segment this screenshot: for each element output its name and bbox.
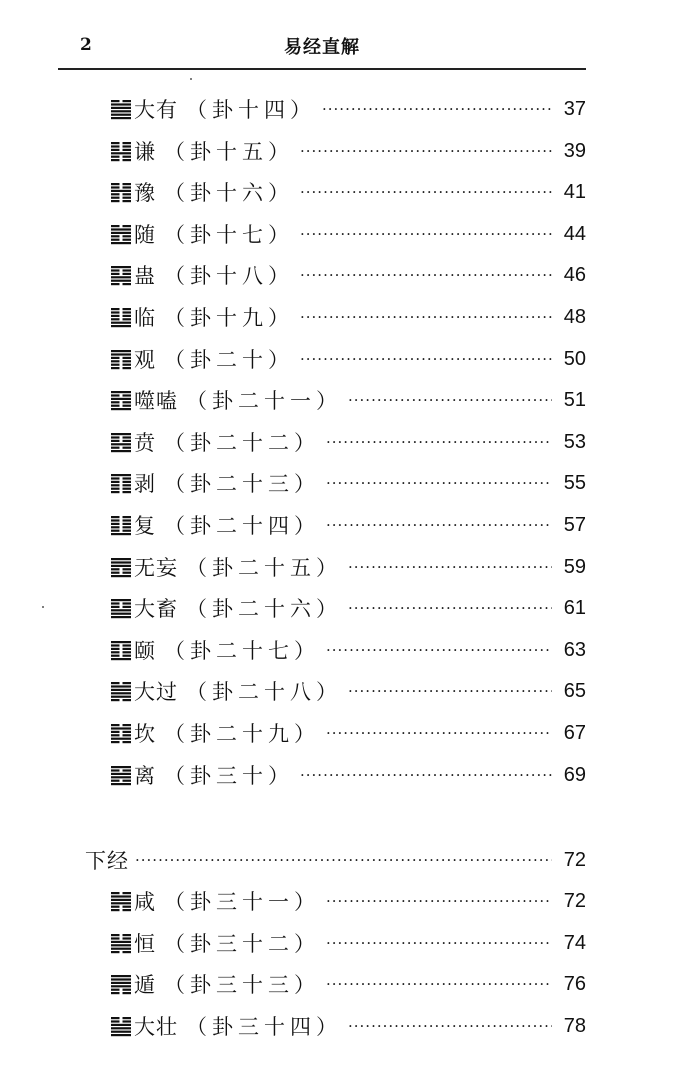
section-title: 下经 bbox=[85, 849, 129, 873]
entry-page-number: 57 bbox=[563, 513, 586, 536]
toc-entry[interactable] bbox=[110, 969, 586, 999]
entry-title: 大壮 bbox=[134, 1015, 178, 1039]
entry-page-number: 59 bbox=[563, 555, 586, 578]
entry-page-number: 63 bbox=[563, 638, 586, 661]
dot-leader bbox=[300, 142, 552, 160]
entry-hexagram-number: （卦十六） bbox=[164, 181, 294, 205]
entry-page-number: 69 bbox=[563, 763, 586, 786]
toc-entry[interactable] bbox=[110, 635, 586, 665]
fu-hexagram-icon bbox=[110, 514, 132, 536]
toc-section-heading[interactable] bbox=[85, 845, 586, 875]
entry-hexagram-number: （卦十八） bbox=[164, 264, 294, 288]
page-number: 2 bbox=[80, 35, 92, 55]
entry-page-number: 78 bbox=[563, 1014, 586, 1037]
entry-page-number: 44 bbox=[563, 222, 586, 245]
scan-speck bbox=[190, 78, 192, 80]
entry-hexagram-number: （卦十七） bbox=[164, 223, 294, 247]
entry-page-number: 46 bbox=[563, 263, 586, 286]
dot-leader bbox=[326, 641, 552, 659]
dot-leader bbox=[348, 1017, 552, 1035]
toc-entry[interactable] bbox=[110, 302, 586, 332]
entry-page-number: 37 bbox=[563, 97, 586, 120]
entry-hexagram-number: （卦二十一） bbox=[186, 389, 342, 413]
heng-hexagram-icon bbox=[110, 932, 132, 954]
dot-leader bbox=[300, 266, 552, 284]
entry-title: 咸 bbox=[134, 890, 156, 914]
toc-entry[interactable] bbox=[110, 718, 586, 748]
dot-leader bbox=[326, 892, 552, 910]
bo-hexagram-icon bbox=[110, 472, 132, 494]
yi-hexagram-icon bbox=[110, 639, 132, 661]
daxu-hexagram-icon bbox=[110, 597, 132, 619]
entry-hexagram-number: （卦三十） bbox=[164, 764, 294, 788]
entry-page-number: 50 bbox=[563, 347, 586, 370]
toc-entry[interactable] bbox=[110, 427, 586, 457]
entry-title: 蛊 bbox=[134, 264, 156, 288]
shihe-hexagram-icon bbox=[110, 389, 132, 411]
dot-leader bbox=[326, 433, 552, 451]
entry-hexagram-number: （卦二十） bbox=[164, 348, 294, 372]
entry-title: 噬嗑 bbox=[134, 389, 178, 413]
entry-title: 观 bbox=[134, 348, 156, 372]
entry-hexagram-number: （卦二十四） bbox=[164, 514, 320, 538]
sui-hexagram-icon bbox=[110, 223, 132, 245]
toc-entry[interactable] bbox=[110, 94, 586, 124]
dot-leader bbox=[326, 724, 552, 742]
bi-hexagram-icon bbox=[110, 431, 132, 453]
toc-entry[interactable] bbox=[110, 385, 586, 415]
toc-entry[interactable] bbox=[110, 260, 586, 290]
dot-leader bbox=[300, 183, 552, 201]
entry-hexagram-number: （卦二十七） bbox=[164, 639, 320, 663]
entry-page-number: 65 bbox=[563, 679, 586, 702]
daguo-hexagram-icon bbox=[110, 680, 132, 702]
entry-page-number: 72 bbox=[563, 889, 586, 912]
xian-hexagram-icon bbox=[110, 890, 132, 912]
toc-entry[interactable] bbox=[110, 552, 586, 582]
entry-page-number: 41 bbox=[563, 180, 586, 203]
dot-leader bbox=[300, 225, 552, 243]
entry-hexagram-number: （卦三十二） bbox=[164, 932, 320, 956]
book-title: 易经直解 bbox=[284, 37, 360, 58]
dot-leader bbox=[326, 516, 552, 534]
dot-leader bbox=[300, 350, 552, 368]
gu-hexagram-icon bbox=[110, 264, 132, 286]
dot-leader bbox=[326, 474, 552, 492]
dun-hexagram-icon bbox=[110, 973, 132, 995]
entry-hexagram-number: （卦三十四） bbox=[186, 1015, 342, 1039]
toc-entry[interactable] bbox=[110, 177, 586, 207]
entry-page-number: 67 bbox=[563, 721, 586, 744]
entry-page-number: 61 bbox=[563, 596, 586, 619]
entry-title: 恒 bbox=[134, 932, 156, 956]
entry-hexagram-number: （卦十五） bbox=[164, 140, 294, 164]
dot-leader bbox=[348, 599, 552, 617]
entry-page-number: 48 bbox=[563, 305, 586, 328]
toc-entry[interactable] bbox=[110, 593, 586, 623]
yu-hexagram-icon bbox=[110, 181, 132, 203]
toc-entry[interactable] bbox=[110, 136, 586, 166]
toc-entry[interactable] bbox=[110, 886, 586, 916]
entry-hexagram-number: （卦十四） bbox=[186, 98, 316, 122]
dot-leader bbox=[326, 934, 552, 952]
entry-title: 临 bbox=[134, 306, 156, 330]
dayou-hexagram-icon bbox=[110, 98, 132, 120]
lin-hexagram-icon bbox=[110, 306, 132, 328]
toc-entry[interactable] bbox=[110, 1011, 586, 1041]
entry-title: 贲 bbox=[134, 431, 156, 455]
entry-hexagram-number: （卦二十八） bbox=[186, 680, 342, 704]
kan-hexagram-icon bbox=[110, 722, 132, 744]
entry-title: 离 bbox=[134, 764, 156, 788]
entry-hexagram-number: （卦十九） bbox=[164, 306, 294, 330]
dot-leader bbox=[322, 100, 552, 118]
entry-hexagram-number: （卦二十九） bbox=[164, 722, 320, 746]
entry-page-number: 53 bbox=[563, 430, 586, 453]
entry-title: 大畜 bbox=[134, 597, 178, 621]
entry-hexagram-number: （卦二十三） bbox=[164, 472, 320, 496]
entry-page-number: 55 bbox=[563, 471, 586, 494]
toc-entry[interactable] bbox=[110, 676, 586, 706]
header-rule bbox=[58, 68, 586, 70]
wuwang-hexagram-icon bbox=[110, 556, 132, 578]
dot-leader bbox=[300, 308, 552, 326]
entry-title: 无妄 bbox=[134, 556, 178, 580]
entry-page-number: 39 bbox=[563, 139, 586, 162]
dot-leader bbox=[348, 682, 552, 700]
toc-entry[interactable] bbox=[110, 344, 586, 374]
entry-page-number: 76 bbox=[563, 972, 586, 995]
entry-page-number: 72 bbox=[563, 848, 586, 871]
entry-hexagram-number: （卦二十二） bbox=[164, 431, 320, 455]
entry-title: 谦 bbox=[134, 140, 156, 164]
entry-title: 随 bbox=[134, 223, 156, 247]
qian-modesty-hexagram-icon bbox=[110, 140, 132, 162]
toc-entry[interactable] bbox=[110, 219, 586, 249]
entry-hexagram-number: （卦三十三） bbox=[164, 973, 320, 997]
entry-title: 遁 bbox=[134, 973, 156, 997]
entry-page-number: 51 bbox=[563, 388, 586, 411]
dot-leader bbox=[300, 766, 552, 784]
toc-entry[interactable] bbox=[110, 510, 586, 540]
entry-title: 剥 bbox=[134, 472, 156, 496]
guan-hexagram-icon bbox=[110, 348, 132, 370]
entry-title: 豫 bbox=[134, 181, 156, 205]
entry-hexagram-number: （卦二十六） bbox=[186, 597, 342, 621]
dot-leader bbox=[135, 851, 552, 869]
entry-hexagram-number: （卦二十五） bbox=[186, 556, 342, 580]
dot-leader bbox=[348, 391, 552, 409]
entry-hexagram-number: （卦三十一） bbox=[164, 890, 320, 914]
li-hexagram-icon bbox=[110, 764, 132, 786]
dazhuang-hexagram-icon bbox=[110, 1015, 132, 1037]
scan-speck bbox=[42, 606, 44, 608]
toc-entry[interactable] bbox=[110, 928, 586, 958]
toc-entry[interactable] bbox=[110, 760, 586, 790]
entry-title: 颐 bbox=[134, 639, 156, 663]
entry-title: 坎 bbox=[134, 722, 156, 746]
toc-entry[interactable] bbox=[110, 468, 586, 498]
entry-title: 复 bbox=[134, 514, 156, 538]
dot-leader bbox=[348, 558, 552, 576]
entry-title: 大过 bbox=[134, 680, 178, 704]
page-header bbox=[58, 30, 586, 70]
entry-page-number: 74 bbox=[563, 931, 586, 954]
dot-leader bbox=[326, 975, 552, 993]
entry-title: 大有 bbox=[134, 98, 178, 122]
